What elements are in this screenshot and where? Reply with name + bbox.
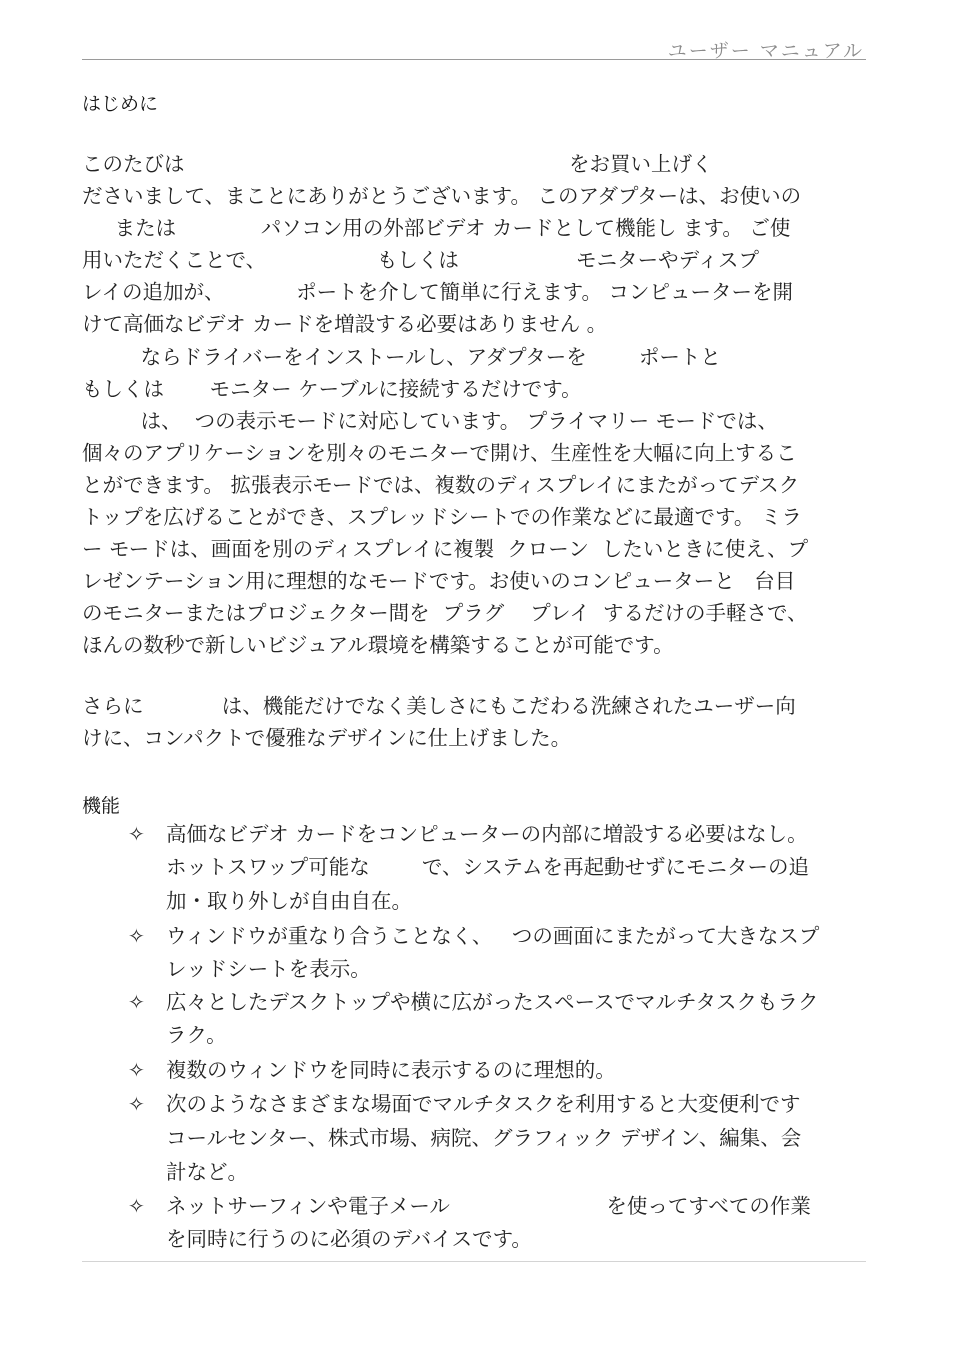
intro-para2-line: もしくは モニター ケーブルに接続するだけです。 [82, 377, 582, 401]
intro-para3-line: とができます。 拡張表示モードでは、複数のディスプレイにまたがってデスク [82, 473, 800, 497]
feature-line: コールセンター、株式市場、病院、グラフィック デザイン、編集、会 [166, 1126, 802, 1150]
feature-line: 複数のウィンドウを同時に表示するのに理想的。 [166, 1058, 616, 1082]
feature-line: 広々としたデスクトップや横に広がったスペースでマルチタスクもラク [166, 990, 819, 1014]
intro-para3-line: ー モードは、画面を別のディスプレイに複製 クローン したいときに使え、プ [82, 537, 809, 561]
intro-heading: はじめに [82, 93, 159, 115]
bullet-star-icon: ✧ [128, 990, 145, 1014]
feature-line: レッドシートを表示。 [166, 957, 371, 981]
intro-para3-line: 個々のアプリケーションを別々のモニターで開け、生産性を大幅に向上するこ [82, 441, 797, 465]
intro-para3-line: のモニターまたはプロジェクター間を プラグ プレイ するだけの手軽さで、 [82, 601, 808, 625]
bullet-star-icon: ✧ [128, 822, 145, 846]
bullet-star-icon: ✧ [128, 1058, 145, 1082]
intro-para1-line: または パソコン用の外部ビデオ カードとして機能し ます。 ご使 [82, 216, 791, 240]
bullet-star-icon: ✧ [128, 1092, 145, 1116]
intro-para1-line: このたびは をお買い上げく [82, 152, 713, 176]
feature-line: 次のようなさまざまな場面でマルチタスクを利用すると大変便利です [166, 1092, 801, 1116]
intro-para3-line: ほんの数秒で新しいビジュアル環境を構築することが可能です。 [82, 633, 674, 657]
feature-line: を同時に行うのに必須のデバイスです。 [166, 1227, 532, 1251]
feature-line: 加・取り外しが自由自在。 [166, 889, 412, 913]
bullet-star-icon: ✧ [128, 924, 145, 948]
footer-rule [82, 1261, 866, 1262]
feature-line: ラク。 [166, 1023, 227, 1047]
intro-para4-line: さらに は、機能だけでなく美しさにもこだわる洗練されたユーザー向 [82, 694, 796, 718]
feature-line: 高価なビデオ カードをコンピューターの内部に増設する必要はなし。 [166, 822, 808, 846]
intro-para1-line: レイの追加が、 ポートを介して簡単に行えます。 コンピューターを開 [82, 280, 794, 304]
intro-para3-line: トップを広げることができ、スプレッドシートでの作業などに最適です。 ミラ [82, 505, 802, 529]
intro-para4-line: けに、コンパクトで優雅なデザインに仕上げました。 [82, 726, 572, 750]
feature-line: ウィンドウが重なり合うことなく、 つの画面にまたがって大きなスプ [166, 924, 820, 948]
intro-para3-line: レゼンテーション用に理想的なモードです。お使いのコンピューターと 台目 [82, 569, 796, 593]
intro-para3-line: は、 つの表示モードに対応しています。 プライマリー モードでは、 [82, 409, 778, 433]
intro-para1-line: ださいまして、まことにありがとうございます。 このアダプターは、お使いの [82, 184, 802, 208]
feature-line: 計など。 [166, 1160, 248, 1184]
feature-line: ホットスワップ可能な で、システムを再起動せずにモニターの追 [166, 855, 809, 879]
intro-para1-line: けて高価なビデオ カードを増設する必要はありません 。 [82, 312, 608, 336]
bullet-star-icon: ✧ [128, 1194, 145, 1218]
feature-line: ネットサーフィンや電子メール を使ってすべての作業 [166, 1194, 811, 1218]
intro-para2-line: ならドライバーをインストールし、アダプターを ポートと [82, 345, 721, 369]
features-heading: 機能 [82, 795, 121, 817]
header-rule [82, 59, 866, 60]
intro-para1-line: 用いただくことで、 もしくは モニターやディスプ [82, 248, 760, 272]
page-header-title: ユーザー マニュアル [667, 40, 864, 62]
